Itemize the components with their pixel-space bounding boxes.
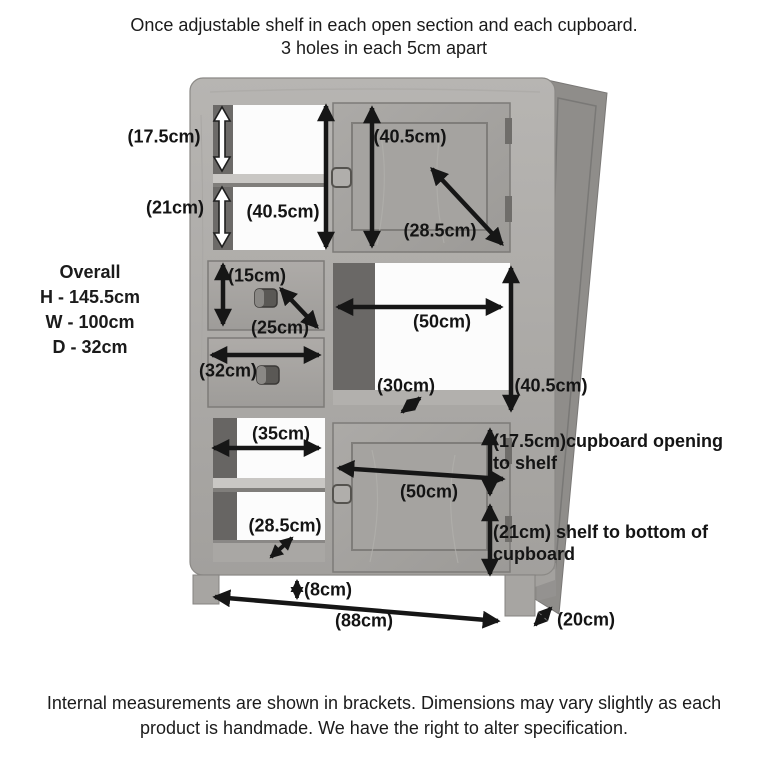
footer-line-2: product is handmade. We have the right to alter specification.	[140, 718, 628, 738]
hinge	[505, 118, 512, 144]
label-cupboard-opening-to-shelf: (17.5cm)cupboard opening to shelf	[493, 431, 724, 473]
header-line-1: Once adjustable shelf in each open section and each cupboard.	[130, 15, 638, 35]
top-left-open-section	[213, 105, 325, 250]
overall-title: Overall	[59, 262, 121, 282]
label-leg-height: (8cm)	[303, 579, 353, 600]
arrow-base-depth	[535, 608, 551, 625]
door-knob	[332, 168, 351, 187]
label-drawer-width: (32cm)	[198, 360, 258, 381]
label-top-cupboard-diagonal: (28.5cm)	[403, 220, 477, 241]
overall-width: W - 100cm	[45, 312, 135, 332]
header-line-2: 3 holes in each 5cm apart	[280, 38, 488, 58]
label-middle-opening-depth: (30cm)	[376, 375, 436, 396]
label-base-depth: (20cm)	[556, 609, 616, 630]
label-drawer-diagonal: (25cm)	[250, 317, 310, 338]
overall-height: H - 145.5cm	[39, 287, 141, 307]
door-knob	[333, 485, 351, 503]
footer-note	[0, 691, 768, 741]
label-bottom-left-diagonal: (28.5cm)	[248, 515, 322, 536]
label-top-left-opening-height: (40.5cm)	[246, 201, 320, 222]
label-base-width: (88cm)	[334, 610, 394, 631]
label-shelf-to-bottom-of-cupboard: (21cm) shelf to bottom of cupboard	[493, 522, 708, 564]
label-middle-opening-width: (50cm)	[412, 311, 472, 332]
label-top-cupboard-height: (40.5cm)	[373, 126, 447, 147]
hinge	[505, 196, 512, 222]
adjustable-shelf	[213, 174, 325, 183]
label-bottom-left-width: (35cm)	[251, 423, 311, 444]
footer-line-1: Internal measurements are shown in brackets. Dimensions may vary slightly as each	[46, 693, 722, 713]
label-bottom-cupboard-width: (50cm)	[399, 481, 459, 502]
adjustable-shelf	[213, 478, 325, 488]
label-middle-opening-height: (40.5cm)	[514, 375, 588, 396]
label-drawer-height: (15cm)	[227, 265, 287, 286]
label-top-left-below-shelf: (21cm)	[145, 197, 205, 218]
label-top-left-above-shelf: (17.5cm)	[127, 126, 201, 147]
overall-depth: D - 32cm	[52, 337, 128, 357]
